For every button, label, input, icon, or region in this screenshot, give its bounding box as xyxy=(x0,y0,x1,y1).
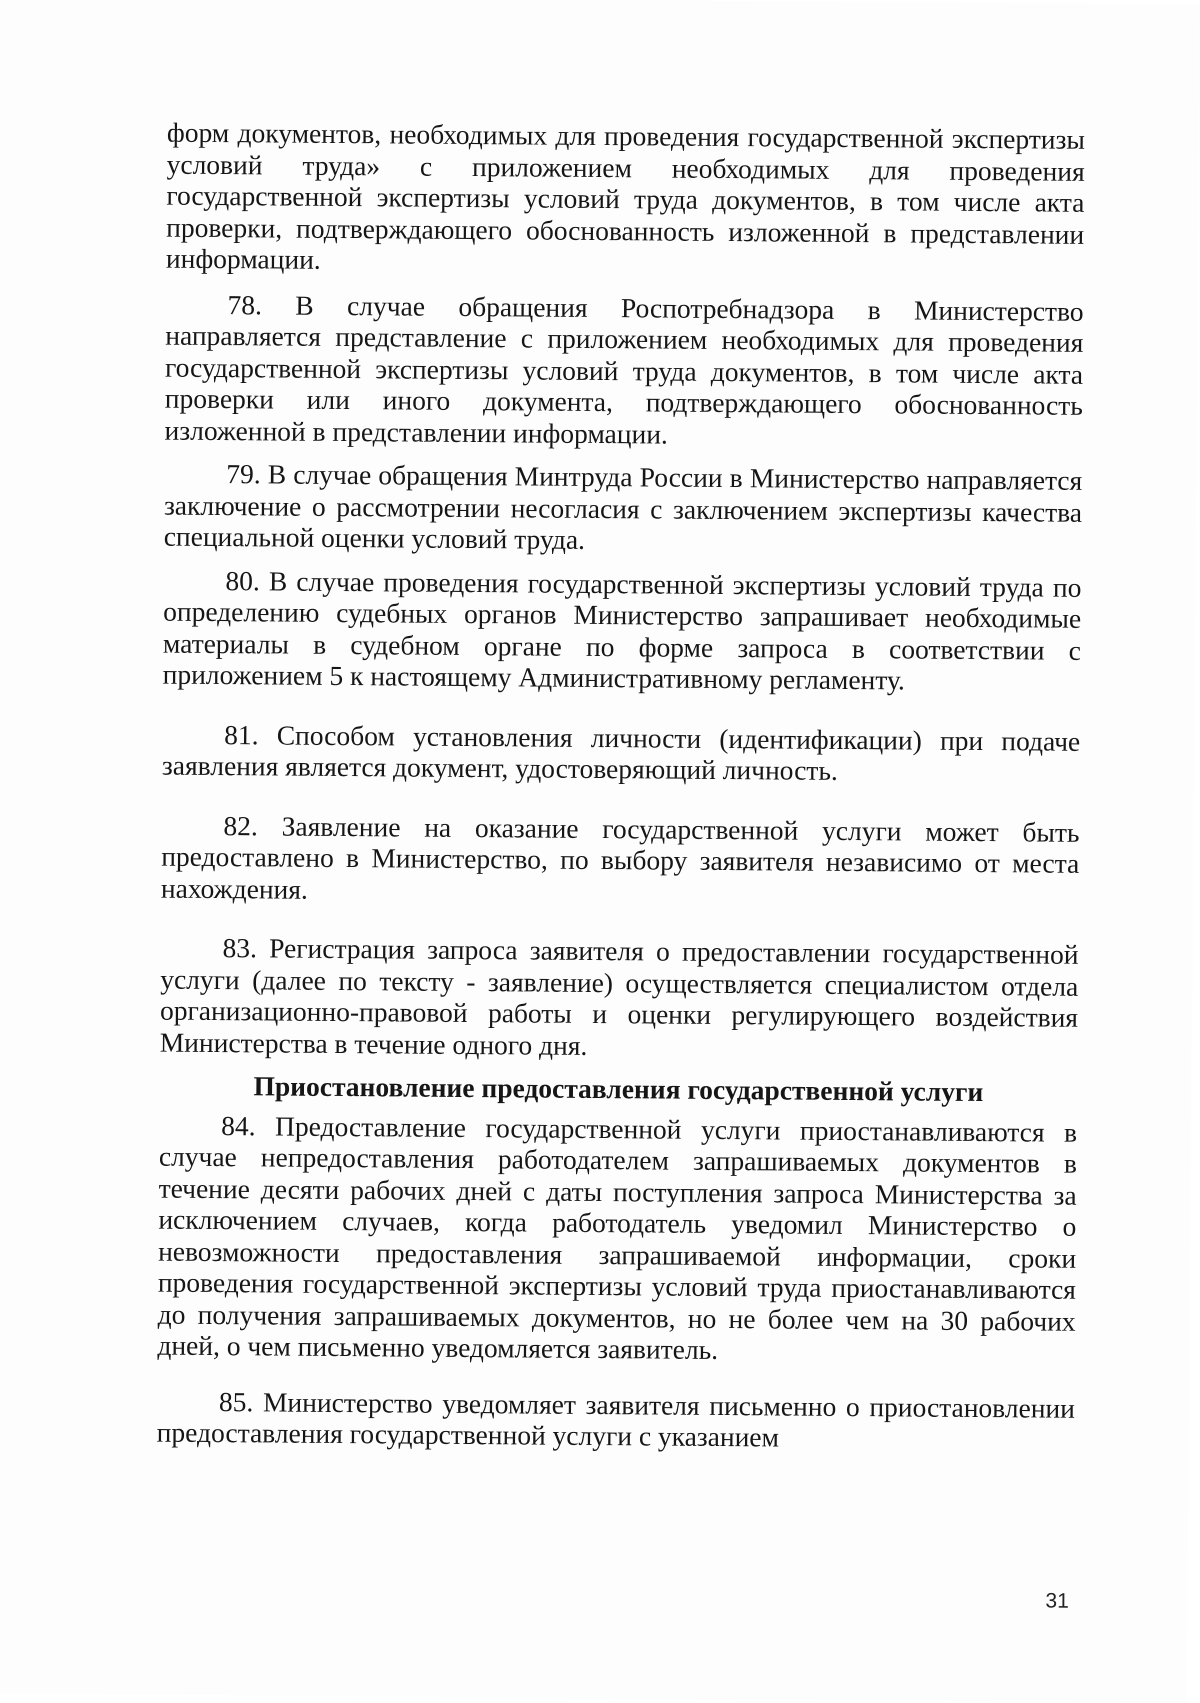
document-body xyxy=(157,117,1085,1456)
paragraph-84: 84. Предоставление государственной услуги приостанавливаются в случае непредоставления работодателем запрашиваемых документов в течение десяти рабочих дней с даты поступления запроса Министерства за исключением случаев, когда работодатель уведомил Министерство о невозможности предоставления запрашиваемой информации, сроки проведения государственной экспертизы условий труда приостанавливаются до получения запрашиваемых документов, но не более чем на 30 рабочих дней, о чем письменно уведомляется заявитель. xyxy=(157,1109,1078,1365)
paragraph-80: 80. В случае проведения государственной экспертизы условий труда по определению судебных органов Министерство запрашивает необходимые материалы в судебном органе по форме запроса в соответствии с приложением 5 к настоящему Административному регламенту. xyxy=(162,564,1082,696)
paragraph-78: 78. В случае обращения Роспотребнадзора в Министерство направляется представление с приложением необходимых для проведения государственной экспертизы условий труда документов, в том числе акта проверки или иного документа, подтверждающего обоснованность изложенной в представлении информации. xyxy=(164,288,1084,450)
paragraph-83: 83. Регистрация запроса заявителя о предоставлении государственной услуги (далее по тексту - заявление) осуществляется специалистом отдела организационно-правовой работы и оценки регулирующего воздействия Министерства в течение одного дня. xyxy=(159,932,1079,1061)
paragraph-82: 82. Заявление на оказание государственной услуги может быть предоставлено в Министерство, по выбору заявителя независимо от места нахождения. xyxy=(160,809,1080,905)
section-heading: Приостановление предоставления государственной услуги xyxy=(253,1070,984,1108)
paragraph-79: 79. В случае обращения Минтруда России в Министерство направляется заключение о рассмотрении несогласия с заключением экспертизы качества специальной оценки условий труда. xyxy=(163,458,1083,555)
paragraph-85: 85. Министерство уведомляет заявителя письменно о приостановлении предоставления государственной услуги с указанием xyxy=(156,1385,1076,1453)
page-number: 31 xyxy=(1045,1589,1069,1613)
paragraph-81: 81. Способом установления личности (идентификации) при подаче заявления является документ, удостоверяющий личность. xyxy=(161,718,1081,786)
paragraph-continuation: форм документов, необходимых для проведения государственной экспертизы условий труда» с приложением необходимых для проведения государственной экспертизы условий труда документов, в том числе акта проверки, подтверждающего обоснованность изложенной в представлении информации. xyxy=(165,116,1086,275)
